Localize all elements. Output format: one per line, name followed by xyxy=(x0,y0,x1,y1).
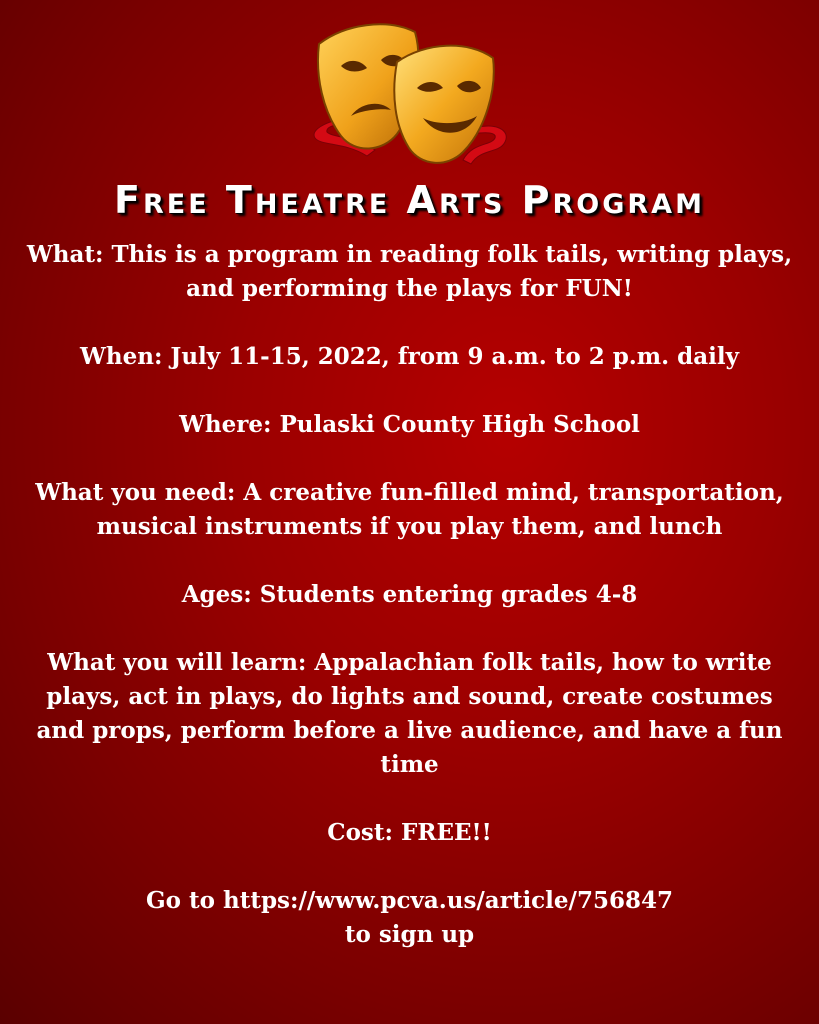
theatre-masks-icon xyxy=(305,10,517,175)
where-text: Where: Pulaski County High School xyxy=(179,411,640,438)
what-you-will-learn-text: What you will learn: Appalachian folk tails, how to write plays, act in plays, do lights and sound, create costumes and props, perform before a live audience, and have a fun time xyxy=(36,649,783,778)
signup-text xyxy=(20,884,799,952)
ages-text: Ages: Students entering grades 4-8 xyxy=(181,581,638,608)
page-title: Free Theatre Arts Program xyxy=(114,178,705,222)
what-text: What: This is a program in reading folk tails, writing plays, and performing the plays for FUN! xyxy=(26,241,793,302)
signup-link-text[interactable]: Go to https://www.pcva.us/article/756847 xyxy=(146,887,673,914)
cost-text: Cost: FREE!! xyxy=(327,819,492,846)
when-text: When: July 11-15, 2022, from 9 a.m. to 2 p.m. daily xyxy=(80,343,739,370)
signup-suffix-text: to sign up xyxy=(344,921,475,948)
program-details xyxy=(20,238,799,952)
what-you-need-text: What you need: A creative fun-filled mind, transportation, musical instruments if you play them, and lunch xyxy=(35,479,784,540)
